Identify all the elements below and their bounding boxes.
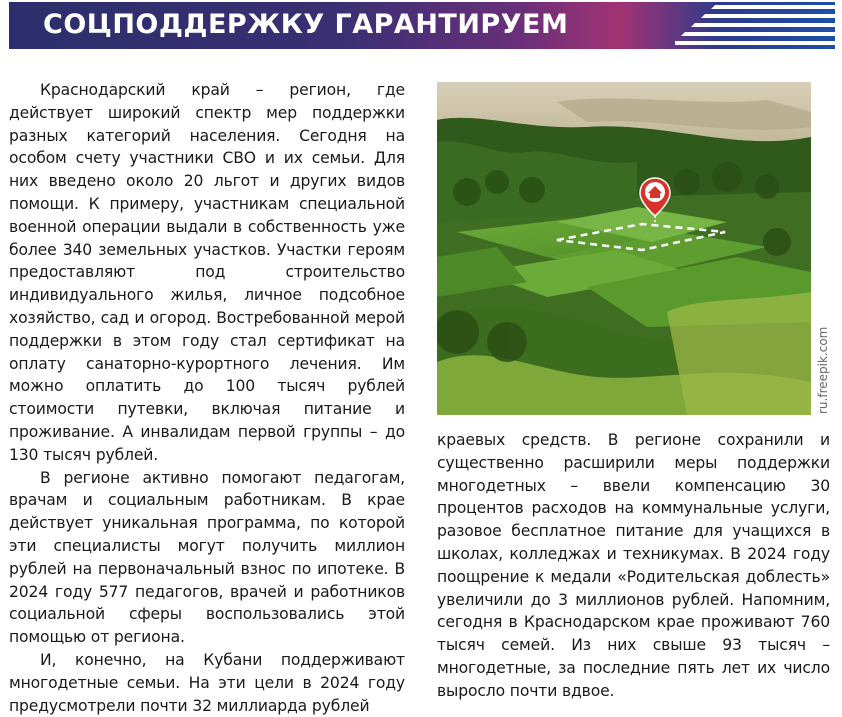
landscape-illustration <box>437 82 811 415</box>
page-title: СОЦПОДДЕРЖКУ ГАРАНТИРУЕМ <box>43 9 569 40</box>
land-plot-photo <box>437 82 811 415</box>
paragraph-svo-support: Краснодарский край – регион, где действует широкий спектр мер поддержки разных категорий населения. Сегодня на особом счету участники СВО и их семьи. Для них введено около 20 льгот и других видов помощи. К примеру, участникам специальной военной операции выдали в собственность уже более 340 земельных участков. Участки героям предоставляют под строительство индивидуального жилья, личное подсобное хозяйство, сад и огород. Востребованной мерой поддержки в этом году стал сертификат на оплату санаторно-курортного лечения. Им можно оплатить до 100 тысяч рублей стоимости путевки, включая питание и проживание. А инвалидам первой группы – до 130 тысяч рублей. <box>9 81 405 464</box>
article-column-right <box>437 429 830 703</box>
header-banner <box>9 2 835 49</box>
paragraph-teachers-doctors: В регионе активно помогают педагогам, врачам и социальным работникам. В крае действует уникальная программа, по которой эти специалисты могут получить миллион рублей на первоначальный взнос по ипотеке. В 2024 году 577 педагогов, врачей и работников социальной сферы воспользовались этой помощью от региона. <box>9 468 405 647</box>
decorative-stripes <box>675 5 835 47</box>
article-column-left <box>9 79 405 717</box>
paragraph-large-families: И, конечно, на Кубани поддерживают многодетные семьи. На эти цели в 2024 году предусмотрели почти 32 миллиарда рублей <box>9 650 405 715</box>
photo-credit: ru.freepik.com <box>816 326 830 414</box>
paragraph-large-families-continued: краевых средств. В регионе сохранили и существенно расширили меры поддержки многодетных – ввели компенсацию 30 процентов расходов на коммунальные услуги, разовое бесплатное питание для учащихся в школах, колледжах и техникумах. В 2024 году поощрение к медали «Родительская доблесть» увеличили до 3 миллионов рублей. Напомним, сегодня в Краснодарском крае проживают 760 тысяч семей. Из них свыше 93 тысяч – многодетные, за последние пять лет их число выросло почти вдвое. <box>437 431 830 700</box>
